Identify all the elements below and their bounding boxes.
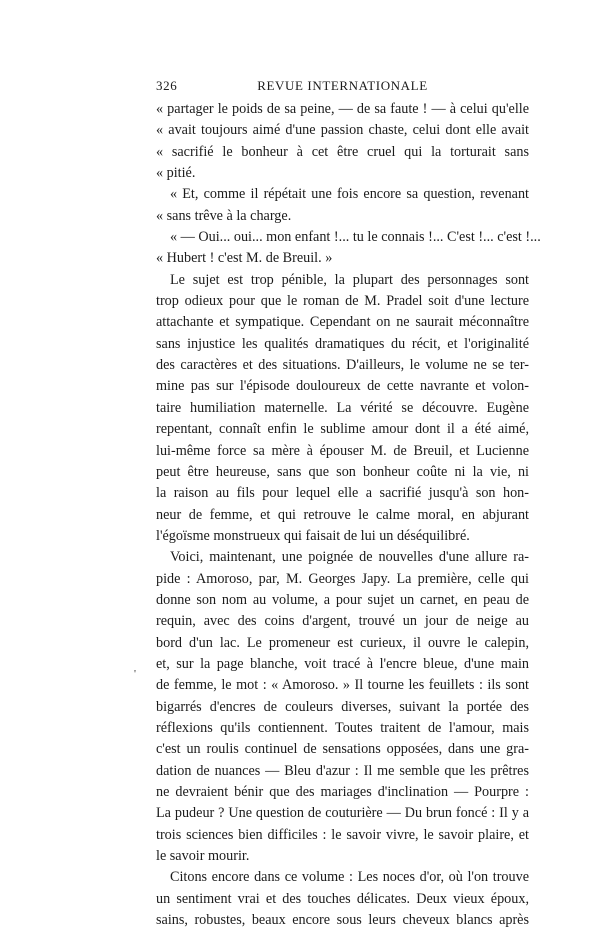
- running-header: [156, 78, 529, 96]
- text-line: Voici, maintenant, une poignée de nouvelles d'une allure ra-: [170, 549, 529, 566]
- text-line: « avait toujours aimé d'une passion chaste, celui dont elle avait: [156, 122, 529, 139]
- text-line: « sans trêve à la charge.: [156, 207, 292, 224]
- text-line: « pitié.: [156, 165, 196, 182]
- text-line: mine pas sur l'épisode douloureux de cette navrante et volon-: [156, 378, 529, 395]
- text-line: trop odieux pour que le roman de M. Pradel soit d'une lecture: [156, 293, 529, 310]
- text-line: donne son nom au volume, a pour sujet un carnet, en peau de: [156, 591, 529, 608]
- text-line: et, sur la page blanche, voit tracé à l'encre bleue, d'une main: [156, 655, 529, 672]
- text-line: « partager le poids de sa peine, — de sa faute ! — à celui qu'elle: [156, 101, 529, 117]
- text-line: « sacrifié le bonheur à cet être cruel qui la torturait sans: [156, 143, 529, 160]
- text-line: de femme, le mot : « Amoroso. » Il tourne les feuillets : ils sont: [156, 677, 529, 694]
- text-line: dation de nuances — Bleu d'azur : Il me semble que les prêtres: [156, 762, 529, 779]
- text-line: sans injustice les qualités dramatiques du récit, et l'originalité: [156, 335, 529, 352]
- text-line: repentant, connaît enfin le sublime amour dont il a été aimé,: [156, 421, 529, 438]
- text-line: neur de femme, et qui retrouve le calme moral, en abjurant: [156, 506, 529, 523]
- text-line: peut être heureuse, sans que son bonheur coûte ni la vie, ni: [156, 463, 529, 480]
- text-line: des caractères et des situations. D'ailleurs, le volume ne se ter-: [156, 357, 529, 374]
- text-line: Le sujet est trop pénible, la plupart des personnages sont: [170, 271, 529, 288]
- text-line: c'est un roulis continuel de sensations opposées, dans une gra-: [156, 741, 529, 758]
- body-text: [156, 99, 541, 931]
- text-line: requin, avec des coins d'argent, trouvé un jour de neige au: [156, 613, 529, 630]
- text-line: Citons encore dans ce volume : Les noces d'or, où l'on trouve: [170, 869, 529, 886]
- text-line: La pudeur ? Une question de couturière — Du brun foncé : Il y a: [156, 805, 529, 822]
- text-line: « — Oui... oui... mon enfant !... tu le connais !... C'est !... c'est !...: [170, 229, 541, 246]
- text-line: sains, robustes, beaux encore sous leurs cheveux blancs après: [156, 912, 529, 929]
- text-line: la raison au fils pour lequel elle a sacrifié jusqu'à son hon-: [156, 485, 529, 502]
- page-number: 326: [156, 78, 178, 93]
- running-title: REVUE INTERNATIONALE: [257, 78, 428, 93]
- text-line: « Et, comme il répétait une fois encore sa question, revenant: [170, 186, 529, 203]
- text-line: bigarrés d'encres de couleurs diverses, suivant la portée des: [156, 698, 529, 715]
- text-line: trois sciences bien difficiles : le savoir vivre, le savoir plaire, et: [156, 826, 529, 843]
- text-line: pide : Amoroso, par, M. Georges Japy. La première, celle qui: [156, 570, 529, 587]
- text-line: « Hubert ! c'est M. de Breuil. »: [156, 250, 333, 267]
- text-line: le savoir mourir.: [156, 848, 250, 865]
- text-line: l'égoïsme monstrueux qui faisait de lui un déséquilibré.: [156, 527, 470, 544]
- margin-mark: ': [134, 668, 136, 680]
- text-line: bord d'un lac. Le promeneur est curieux, il ouvre le calepin,: [156, 634, 529, 651]
- text-line: lui-même force sa mère à épouser M. de Breuil, et Lucienne: [156, 442, 529, 459]
- text-line: réflexions qu'ils contiennent. Toutes traitent de l'amour, mais: [156, 719, 529, 736]
- text-line: un sentiment vrai et des touches délicates. Deux vieux époux,: [156, 890, 529, 907]
- text-line: ne devraient bénir que des mariages d'inclination — Pourpre :: [156, 784, 529, 800]
- text-line: attachante et sympatique. Cependant on ne saurait méconnaître: [156, 314, 529, 331]
- text-line: taire humiliation maternelle. La vérité se découvre. Eugène: [156, 399, 529, 416]
